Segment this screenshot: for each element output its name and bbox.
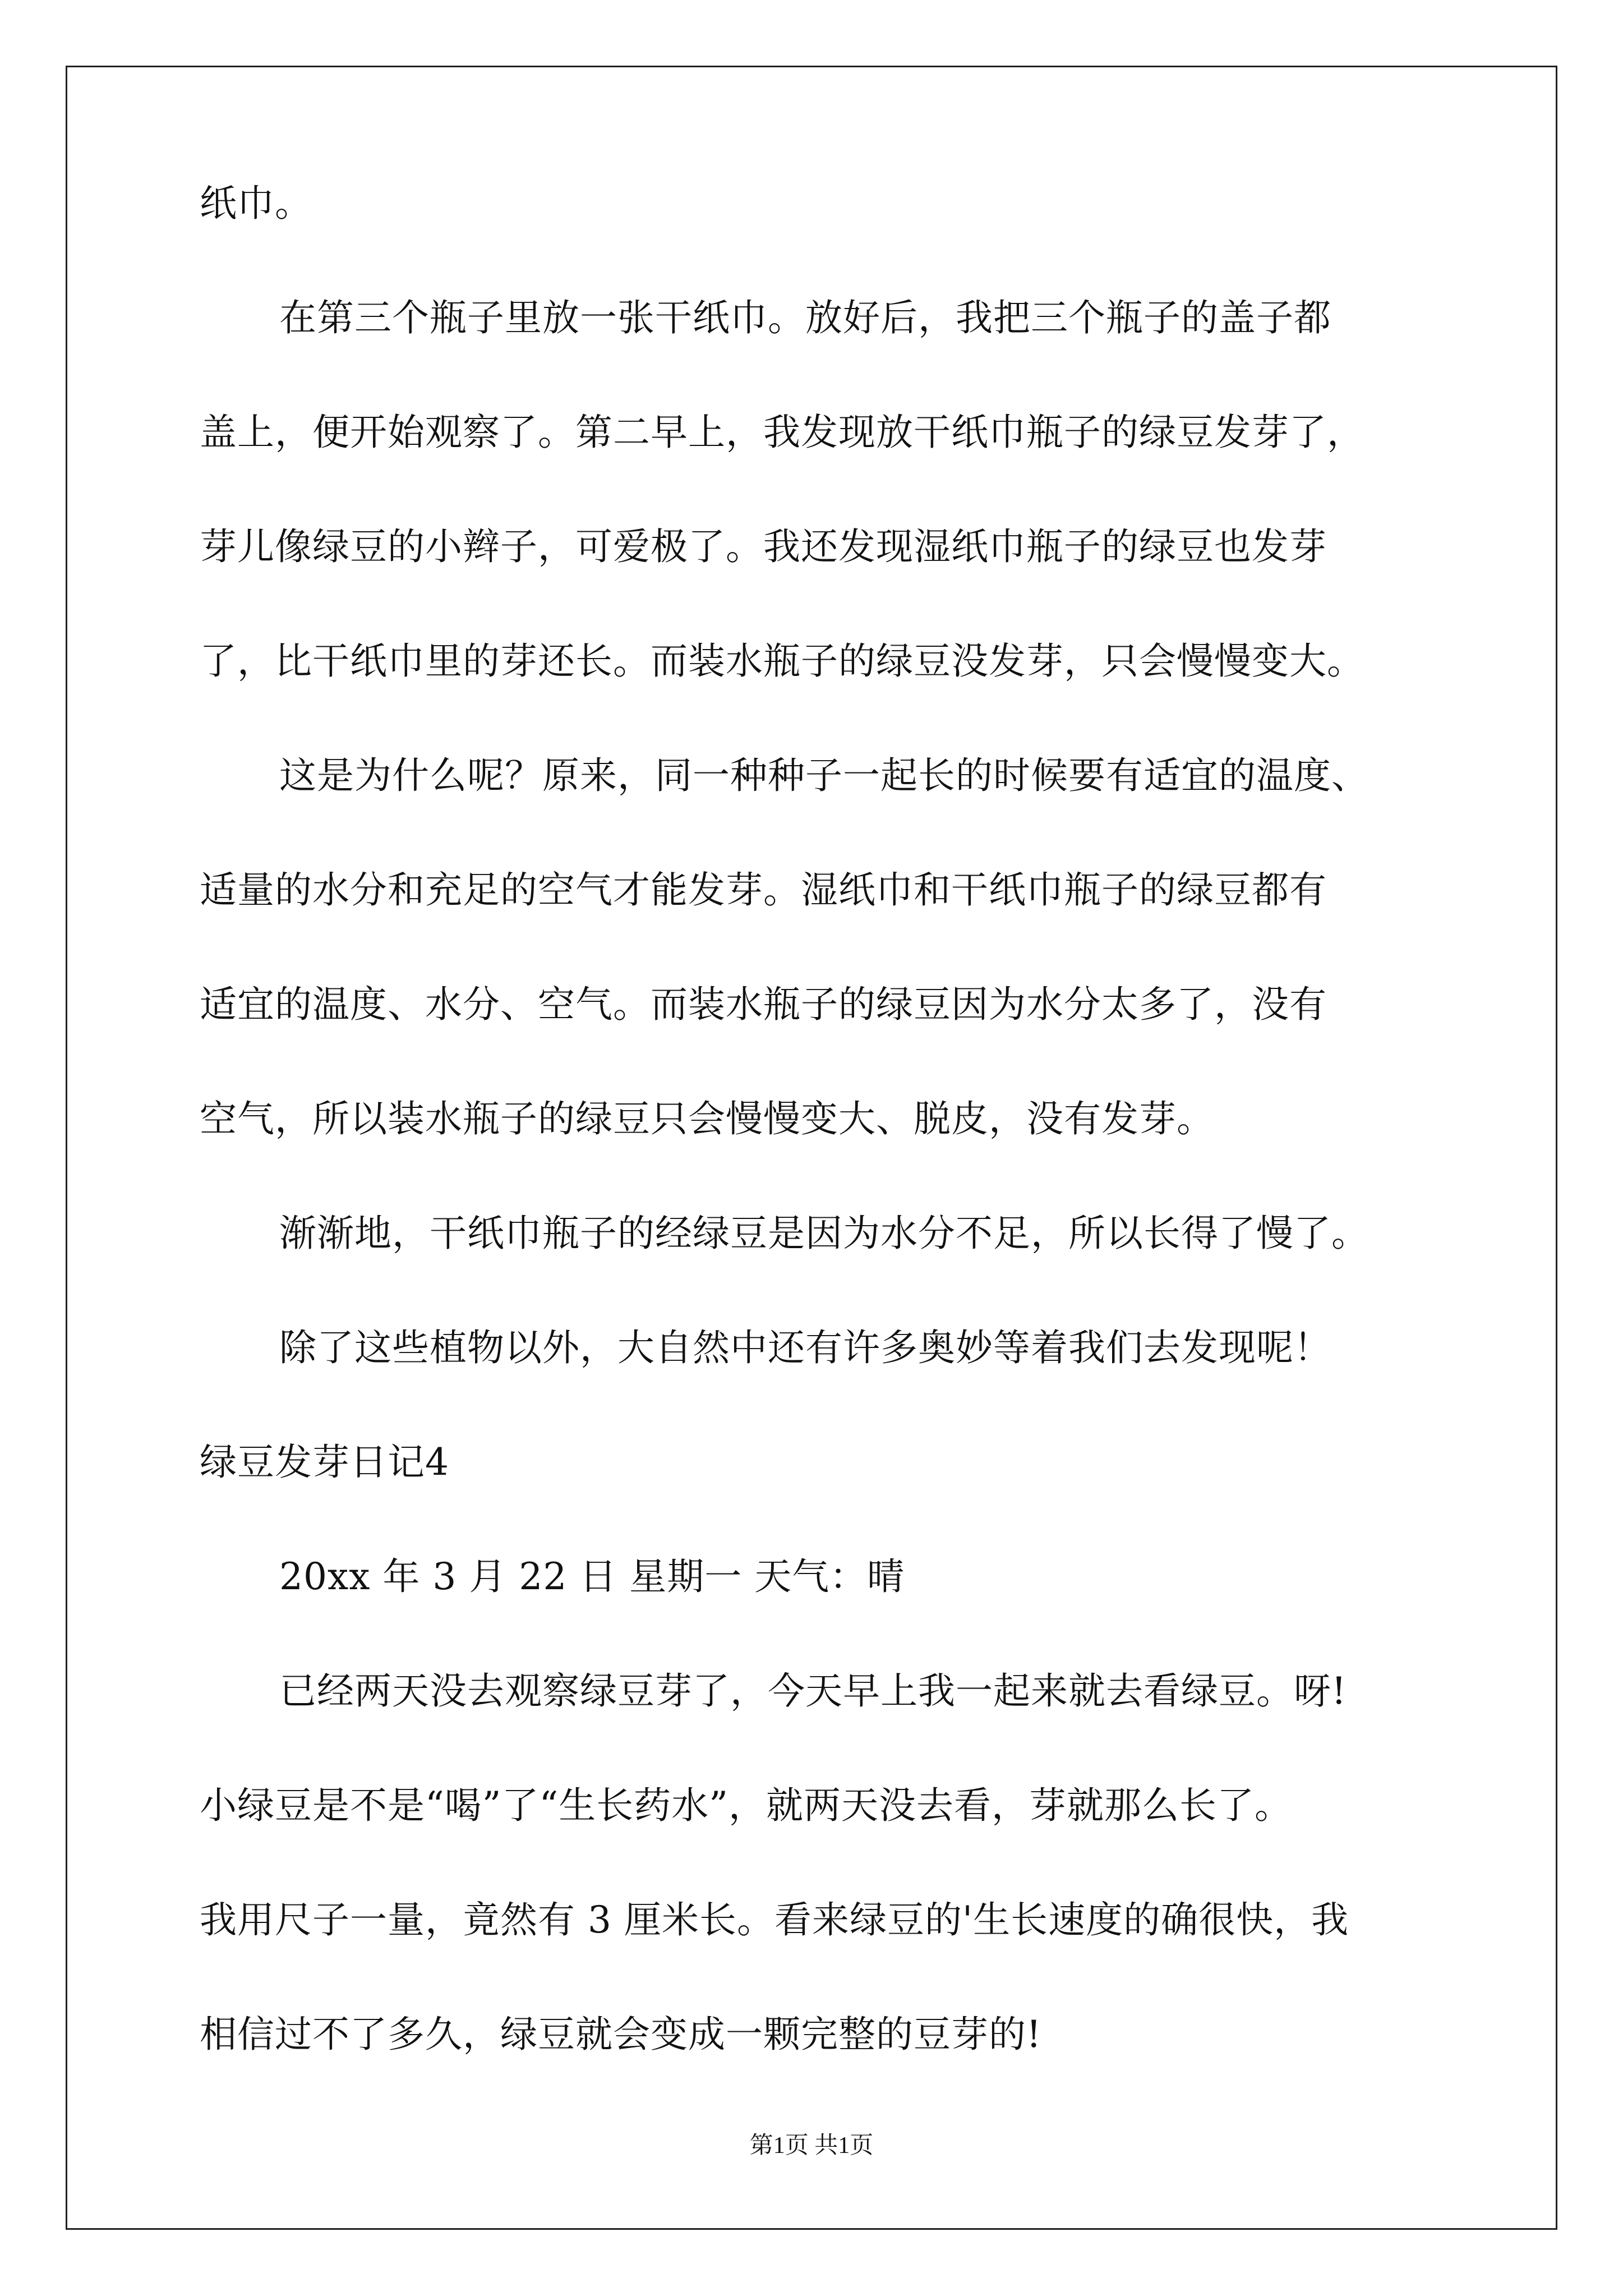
section-heading: 绿豆发芽日记4 — [200, 1441, 449, 1484]
text-line: 已经两天没去观察绿豆芽了，今天早上我一起来就去看绿豆。呀! — [279, 1669, 1347, 1713]
text-line: 空气，所以装水瓶子的绿豆只会慢慢变大、脱皮，没有发芽。 — [200, 1097, 1214, 1140]
diary-date-line: 20xx 年 3 月 22 日 星期一 天气：晴 — [279, 1555, 905, 1598]
text-line: 适量的水分和充足的空气才能发芽。湿纸巾和干纸巾瓶子的绿豆都有 — [200, 868, 1327, 912]
text-line: 这是为什么呢？原来，同一种种子一起长的时候要有适宜的温度、 — [279, 754, 1369, 797]
text-line: 在第三个瓶子里放一张干纸巾。放好后，我把三个瓶子的盖子都 — [279, 296, 1331, 339]
text-line: 适宜的温度、水分、空气。而装水瓶子的绿豆因为水分太多了，没有 — [200, 983, 1327, 1026]
text-line: 相信过不了多久，绿豆就会变成一颗完整的豆芽的! — [200, 2013, 1042, 2056]
text-line: 盖上，便开始观察了。第二早上，我发现放干纸巾瓶子的绿豆发芽了， — [200, 411, 1364, 454]
text-line: 我用尺子一量，竟然有 3 厘米长。看来绿豆的'生长速度的确很快，我 — [200, 1898, 1349, 1941]
text-line: 小绿豆是不是“喝”了“生长药水”，就两天没去看，芽就那么长了。 — [200, 1784, 1292, 1827]
text-line: 了，比干纸巾里的芽还长。而装水瓶子的绿豆没发芽，只会慢慢变大。 — [200, 639, 1364, 683]
text-line: 纸巾。 — [200, 182, 312, 225]
text-line: 渐渐地，干纸巾瓶子的经绿豆是因为水分不足，所以长得了慢了。 — [279, 1212, 1369, 1255]
text-line: 芽儿像绿豆的小辫子，可爱极了。我还发现湿纸巾瓶子的绿豆也发芽 — [200, 525, 1327, 568]
page-number-footer: 第1页 共1页 — [749, 2133, 874, 2159]
text-line: 除了这些植物以外，大自然中还有许多奥妙等着我们去发现呢！ — [279, 1326, 1331, 1369]
